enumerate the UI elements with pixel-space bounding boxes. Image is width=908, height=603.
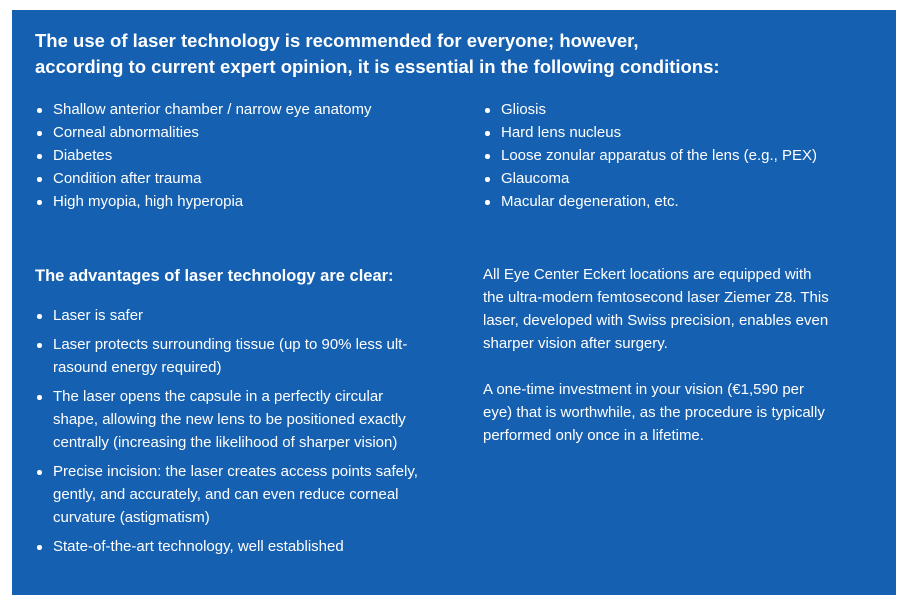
condition-item: Diabetes [35, 144, 455, 167]
advantage-line: curvature (astigmatism) [53, 509, 210, 526]
condition-item: Glaucoma [483, 167, 883, 190]
laser-equipment-paragraph [483, 263, 878, 355]
condition-item: Corneal abnormalities [35, 121, 455, 144]
advantage-line: centrally (increasing the likelihood of sharper vision) [53, 434, 398, 451]
advantage-line: rasound energy required) [53, 359, 222, 376]
advantages-list [35, 304, 465, 564]
advantage-line: gently, and accurately, and can even reduce corneal [53, 486, 399, 503]
paragraph-line: sharper vision after surgery. [483, 335, 668, 352]
condition-item: Gliosis [483, 98, 883, 121]
conditions-list-right [483, 98, 883, 213]
advantage-line: State-of-the-art technology, well established [53, 538, 344, 555]
advantage-line: Laser protects surrounding tissue (up to 90% less ult- [53, 336, 408, 353]
paragraph-line: performed only once in a lifetime. [483, 427, 704, 444]
conditions-list-left [35, 98, 455, 213]
heading-line-2: according to current expert opinion, it is essential in the following conditions: [35, 56, 720, 77]
advantage-line: Precise incision: the laser creates access points safely, [53, 463, 418, 480]
condition-item: High myopia, high hyperopia [35, 190, 455, 213]
condition-item: Hard lens nucleus [483, 121, 883, 144]
paragraph-line: the ultra-modern femtosecond laser Ziemer Z8. This [483, 289, 829, 306]
info-panel [12, 10, 896, 595]
paragraph-line: A one-time investment in your vision (€1,590 per [483, 381, 804, 398]
investment-paragraph [483, 378, 878, 447]
paragraph-line: All Eye Center Eckert locations are equipped with [483, 266, 812, 283]
advantage-line: The laser opens the capsule in a perfectly circular [53, 388, 384, 405]
advantage-item [35, 385, 465, 454]
page-heading [35, 28, 875, 80]
condition-item: Macular degeneration, etc. [483, 190, 883, 213]
paragraph-line: eye) that is worthwhile, as the procedure is typically [483, 404, 825, 421]
advantage-line: shape, allowing the new lens to be positioned exactly [53, 411, 406, 428]
paragraph-line: laser, developed with Swiss precision, enables even [483, 312, 829, 329]
condition-item: Shallow anterior chamber / narrow eye anatomy [35, 98, 455, 121]
advantage-line: Laser is safer [53, 307, 144, 324]
condition-item: Condition after trauma [35, 167, 455, 190]
advantage-item [35, 333, 465, 379]
advantage-item [35, 535, 465, 558]
condition-item: Loose zonular apparatus of the lens (e.g., PEX) [483, 144, 883, 167]
advantages-heading: The advantages of laser technology are clear: [35, 267, 394, 285]
advantage-item [35, 304, 465, 327]
advantage-item [35, 460, 465, 529]
heading-line-1: The use of laser technology is recommended for everyone; however, [35, 30, 639, 51]
